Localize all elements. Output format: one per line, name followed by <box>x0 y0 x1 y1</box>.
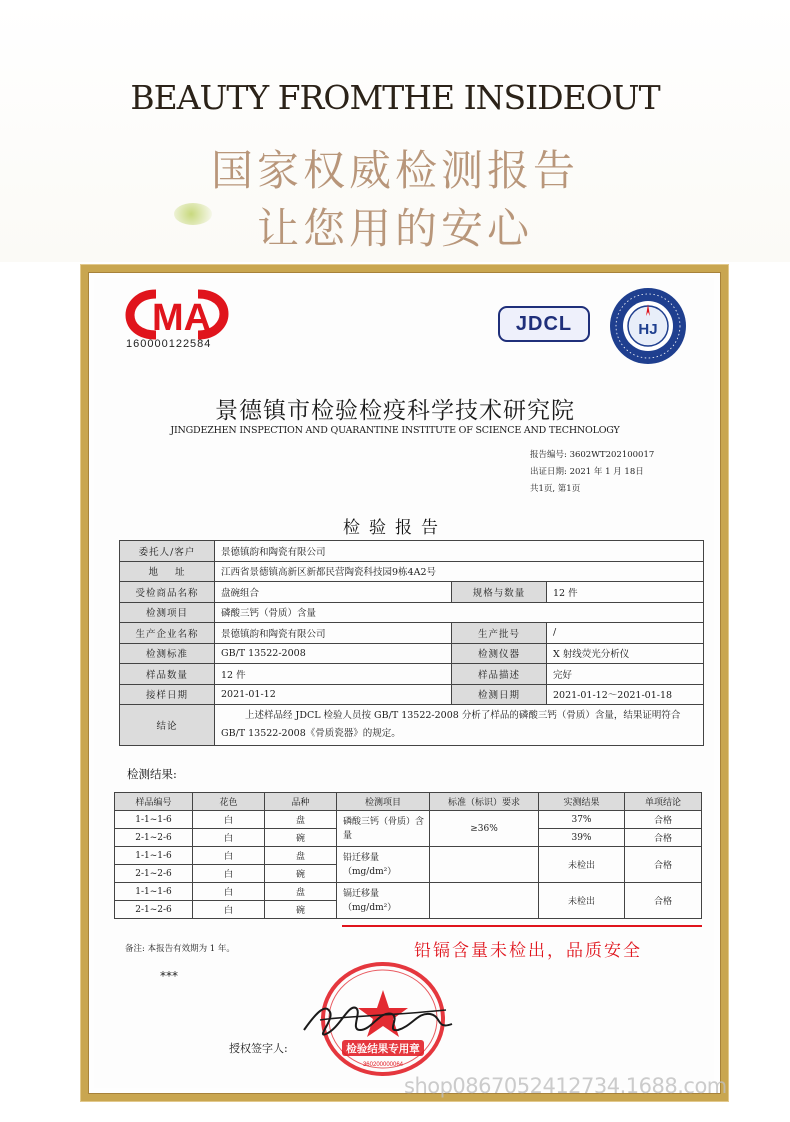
jdcl-logo <box>498 306 590 342</box>
conclusion-label: 结论 <box>120 705 215 746</box>
conclusion-value: 上述样品经 JDCL 检验人员按 GB/T 13522-2008 分析了样品的磷酸三钙（骨质）含量，结果证明符合 GB/T 13522-2008《骨质瓷器》的规定。 <box>215 705 704 746</box>
product-value: 盘碗组合 <box>215 582 452 603</box>
instrument-value: X 射线荧光分析仪 <box>547 643 704 664</box>
cma-text: MA <box>152 297 212 339</box>
sample-id: 2-1~2-6 <box>115 901 193 919</box>
table-row <box>115 883 702 901</box>
maker-label: 生产企业名称 <box>120 623 215 644</box>
table-row <box>120 664 704 685</box>
institute-name-cn: 景德镇市检验检疫科学技术研究院 <box>215 398 575 424</box>
requirement <box>430 883 539 919</box>
product-label: 受检商品名称 <box>120 582 215 603</box>
verdict: 合格 <box>625 811 702 829</box>
red-underline <box>342 925 702 927</box>
stamp-number: 360200000064 <box>362 1062 404 1068</box>
sample-color: 白 <box>193 847 265 865</box>
spec-value: 12 件 <box>547 582 704 603</box>
sample-info-table <box>119 540 704 746</box>
headline-secondary: 让您用的安心 <box>256 204 533 253</box>
sample-type: 盘 <box>265 883 337 901</box>
standard-label: 检测标准 <box>120 643 215 664</box>
table-row <box>115 847 702 865</box>
table-row <box>120 541 704 562</box>
table-row <box>120 561 704 582</box>
measured-result: 未检出 <box>539 883 625 919</box>
verdict: 合格 <box>625 883 702 919</box>
receive-label: 接样日期 <box>120 684 215 705</box>
sample-color: 白 <box>193 901 265 919</box>
verdict: 合格 <box>625 847 702 883</box>
safety-callout: 铅镉含量未检出，品质安全 <box>414 941 642 961</box>
shop-watermark: shop0867052412734.1688.com <box>404 1074 727 1098</box>
spec-label: 规格与数量 <box>452 582 547 603</box>
report-title: 检验报告 <box>343 518 447 538</box>
sample-type: 盘 <box>265 847 337 865</box>
handwritten-signature <box>296 990 466 1050</box>
batch-label: 生产批号 <box>452 623 547 644</box>
receive-value: 2021-01-12 <box>215 684 452 705</box>
test-date-value: 2021-01-12～2021-01-18 <box>547 684 704 705</box>
test-item: 磷酸三钙（骨质）含量 <box>337 811 430 847</box>
table-row <box>115 811 702 829</box>
stamp-text: 检验结果专用章 <box>346 1043 420 1055</box>
results-table <box>114 792 702 919</box>
sample-color: 白 <box>193 811 265 829</box>
standard-value: GB/T 13522-2008 <box>215 643 452 664</box>
requirement <box>430 847 539 883</box>
sample-id: 2-1~2-6 <box>115 865 193 883</box>
page-count: 共1页, 第1页 <box>530 484 581 494</box>
sample-id: 1-1~1-6 <box>115 883 193 901</box>
qty-label: 样品数量 <box>120 664 215 685</box>
sample-color: 白 <box>193 883 265 901</box>
report-number: 报告编号: 3602WT202100017 <box>530 450 655 460</box>
table-row <box>120 602 704 623</box>
table-row <box>120 623 704 644</box>
sample-type: 碗 <box>265 901 337 919</box>
column-header: 检测项目 <box>337 793 430 811</box>
sample-type: 碗 <box>265 865 337 883</box>
verdict: 合格 <box>625 829 702 847</box>
column-header: 实测结果 <box>539 793 625 811</box>
sample-id: 1-1~1-6 <box>115 847 193 865</box>
measured-result: 37% <box>539 811 625 829</box>
table-row <box>120 684 704 705</box>
desc-value: 完好 <box>547 664 704 685</box>
results-header-row <box>115 793 702 811</box>
test-item: 铅迁移量（mg/dm²） <box>337 847 430 883</box>
table-row <box>120 643 704 664</box>
sample-type: 碗 <box>265 829 337 847</box>
instrument-label: 检测仪器 <box>452 643 547 664</box>
test-item: 镉迁移量（mg/dm²） <box>337 883 430 919</box>
address-value: 江西省景德镇高新区新都民营陶瓷科技园9栋4A2号 <box>215 561 704 582</box>
sample-id: 1-1~1-6 <box>115 811 193 829</box>
validity-note: 备注: 本报告有效期为 1 年。 <box>125 944 235 954</box>
ceramic-testing-seal <box>608 286 688 366</box>
column-header: 品种 <box>265 793 337 811</box>
requirement: ≥36% <box>430 811 539 847</box>
jdcl-text: JDCL <box>515 313 573 335</box>
desc-label: 样品描述 <box>452 664 547 685</box>
item-label: 检测项目 <box>120 602 215 623</box>
address-label: 地 址 <box>120 561 215 582</box>
column-header: 标准（标识）要求 <box>430 793 539 811</box>
sample-color: 白 <box>193 829 265 847</box>
batch-value: / <box>547 623 704 644</box>
column-header: 单项结论 <box>625 793 702 811</box>
sample-type: 盘 <box>265 811 337 829</box>
table-row <box>120 582 704 603</box>
cma-number: 160000122584 <box>126 338 212 350</box>
item-value: 磷酸三钙（骨质）含量 <box>215 602 704 623</box>
results-title: 检测结果: <box>127 767 177 781</box>
signer-label: 授权签字人: <box>229 1042 288 1055</box>
table-row <box>120 705 704 746</box>
measured-result: 39% <box>539 829 625 847</box>
maker-value: 景德镇韵和陶瓷有限公司 <box>215 623 452 644</box>
tagline: BEAUTY FROMTHE INSIDEOUT <box>130 78 660 117</box>
institute-name-en: JINGDEZHEN INSPECTION AND QUARANTINE INSTITUTE OF SCIENCE AND TECHNOLOGY <box>170 425 620 436</box>
sample-id: 2-1~2-6 <box>115 829 193 847</box>
client-label: 委托人/客户 <box>120 541 215 562</box>
asterisks: *** <box>160 969 178 983</box>
sample-color: 白 <box>193 865 265 883</box>
measured-result: 未检出 <box>539 847 625 883</box>
test-date-label: 检测日期 <box>452 684 547 705</box>
column-header: 花色 <box>193 793 265 811</box>
issue-date: 出证日期: 2021 年 1 月 18日 <box>530 467 644 477</box>
qty-value: 12 件 <box>215 664 452 685</box>
hj-text: HJ <box>638 321 658 338</box>
client-value: 景德镇韵和陶瓷有限公司 <box>215 541 704 562</box>
headline-primary: 国家权威检测报告 <box>210 146 579 195</box>
column-header: 样品编号 <box>115 793 193 811</box>
